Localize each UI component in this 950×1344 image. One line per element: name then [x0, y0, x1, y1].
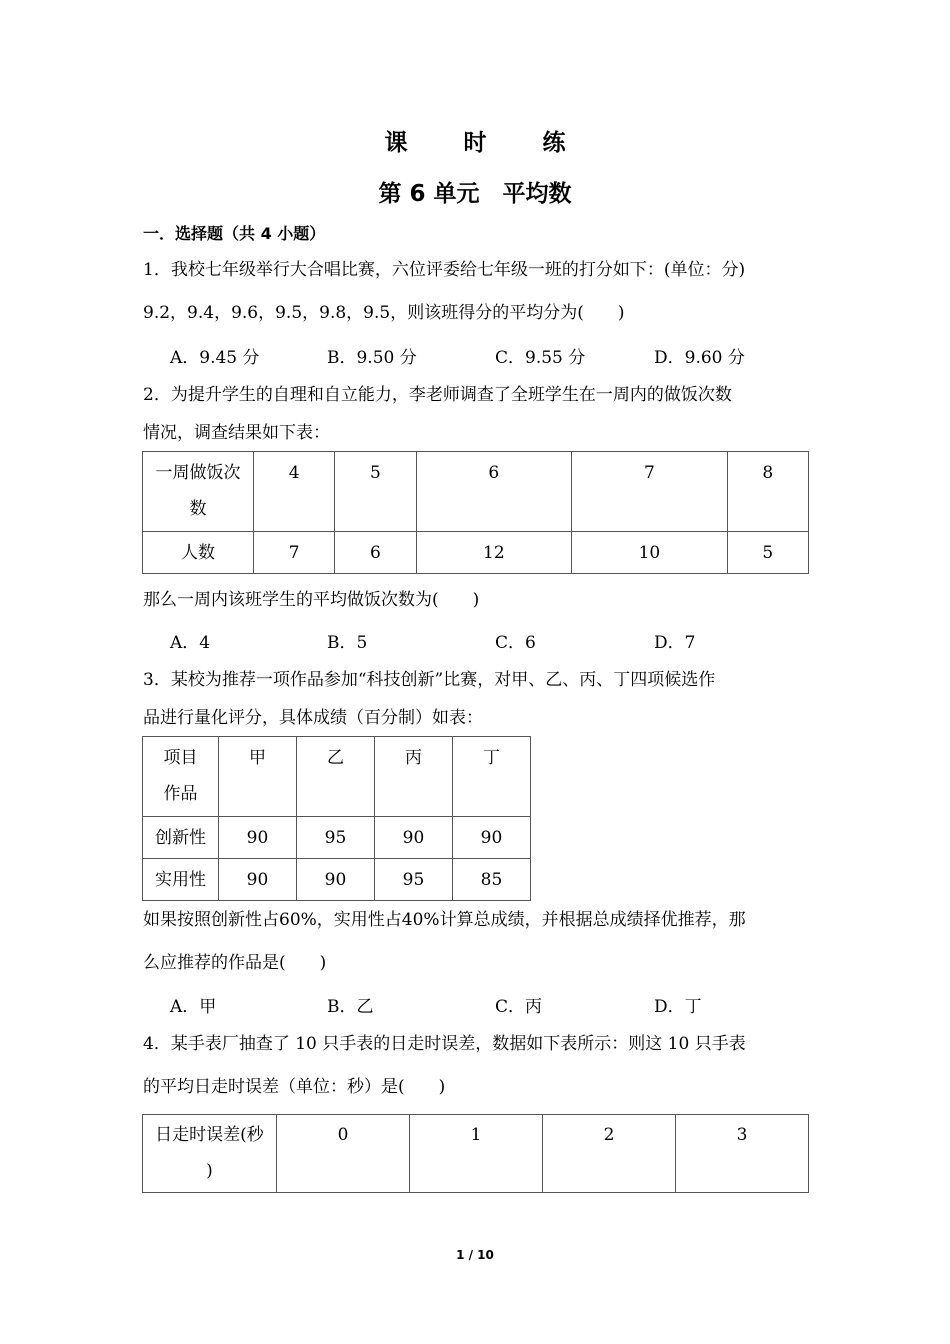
q4-header-line1: 日走时误差(秒 [155, 1125, 264, 1145]
q2-table-header-cell [143, 452, 254, 532]
q3-option-d: D．丁 [654, 997, 702, 1017]
q3-table-cell: 95 [375, 859, 453, 901]
q4-table-col-header: 3 [676, 1115, 809, 1193]
q2-table-cell: 5 [335, 452, 416, 532]
q4-table-header-cell [143, 1115, 277, 1193]
q2-option-c: C．6 [495, 633, 536, 653]
q2-table-cell: 7 [572, 452, 728, 532]
q3-option-c: C．丙 [495, 997, 543, 1017]
q4-header-line2: ) [206, 1161, 213, 1181]
q2-table-cell: 4 [254, 452, 335, 532]
q2-table-row [143, 532, 809, 574]
q1-option-a: A．9.45 分 [170, 348, 260, 368]
q3-text-line1: 3．某校为推荐一项作品参加“科技创新”比赛，对甲、乙、丙、丁四项候选作 [143, 670, 716, 690]
q3-table-cell: 85 [453, 859, 531, 901]
q2-option-b: B．5 [327, 633, 368, 653]
q2-text-line2: 情况，调查结果如下表： [143, 423, 330, 443]
q2-table-cell: 10 [572, 532, 728, 574]
q4-table [142, 1114, 809, 1193]
q3-table-cell: 95 [297, 817, 375, 859]
q3-option-a: A．甲 [170, 997, 217, 1017]
q4-table-row [143, 1115, 809, 1193]
q1-text-line1: 1．我校七年级举行大合唱比赛，六位评委给七年级一班的打分如下：(单位：分) [143, 260, 746, 280]
q3-table-cell: 90 [219, 859, 297, 901]
q3-table-row [143, 817, 531, 859]
page-title: 课 时 练 [384, 130, 590, 156]
q2-text-line1: 2．为提升学生的自理和自立能力，李老师调查了全班学生在一周内的做饭次数 [143, 385, 732, 405]
section-heading: 一．选择题（共 4 小题） [143, 224, 326, 243]
q3-text-line2: 品进行量化评分，具体成绩（百分制）如表： [143, 708, 483, 728]
q1-option-d: D．9.60 分 [654, 348, 745, 368]
unit-title: 第 6 单元 平均数 [378, 181, 572, 207]
q1-text-line2: 9.2，9.4，9.6，9.5，9.8，9.5，则该班得分的平均分为( ) [143, 303, 625, 323]
q2-table-cell: 5 [727, 532, 808, 574]
q2-header-line1: 一周做饭次 [155, 463, 241, 483]
q3-table [142, 736, 531, 901]
q3-table-row [143, 737, 531, 817]
q1-option-c: C．9.55 分 [495, 348, 586, 368]
q2-option-d: D．7 [654, 633, 696, 653]
q3-table-header-cell [143, 737, 219, 817]
q4-table-col-header: 0 [277, 1115, 410, 1193]
q1-option-b: B．9.50 分 [327, 348, 417, 368]
q3-table-col-header: 甲 [219, 737, 297, 817]
q2-table-row [143, 452, 809, 532]
q3-table-row-header: 创新性 [143, 817, 219, 859]
q3-question-text-line1: 如果按照创新性占60%，实用性占40%计算总成绩，并根据总成绩择优推荐，那 [143, 910, 746, 930]
q4-table-col-header: 2 [543, 1115, 676, 1193]
q3-table-col-header: 丙 [375, 737, 453, 817]
page-number: 1 / 10 [456, 1248, 494, 1262]
q3-header-line2: 作品 [163, 784, 198, 804]
q3-table-row [143, 859, 531, 901]
q2-header-line2: 数 [189, 499, 207, 519]
q2-table-cell: 6 [335, 532, 416, 574]
q2-table [142, 451, 809, 574]
q2-table-cell: 7 [254, 532, 335, 574]
q2-table-cell: 12 [416, 532, 572, 574]
q3-table-col-header: 乙 [297, 737, 375, 817]
q3-table-row-header: 实用性 [143, 859, 219, 901]
q3-table-cell: 90 [219, 817, 297, 859]
q2-table-row-header: 人数 [143, 532, 254, 574]
q2-table-cell: 8 [727, 452, 808, 532]
q3-table-cell: 90 [375, 817, 453, 859]
q4-text-line2: 的平均日走时误差（单位：秒）是( ) [143, 1077, 446, 1097]
q3-option-b: B．乙 [327, 997, 374, 1017]
q3-header-line1: 项目 [163, 748, 198, 768]
q3-table-cell: 90 [297, 859, 375, 901]
q3-question-text-line2: 么应推荐的作品是( ) [143, 953, 327, 973]
q2-table-cell: 6 [416, 452, 572, 532]
q4-table-col-header: 1 [410, 1115, 543, 1193]
q2-option-a: A．4 [170, 633, 211, 653]
q2-question-text: 那么一周内该班学生的平均做饭次数为( ) [143, 590, 480, 610]
q4-text-line1: 4．某手表厂抽查了 10 只手表的日走时误差，数据如下表所示：则这 10 只手表 [143, 1034, 746, 1054]
q3-table-cell: 90 [453, 817, 531, 859]
q3-table-col-header: 丁 [453, 737, 531, 817]
